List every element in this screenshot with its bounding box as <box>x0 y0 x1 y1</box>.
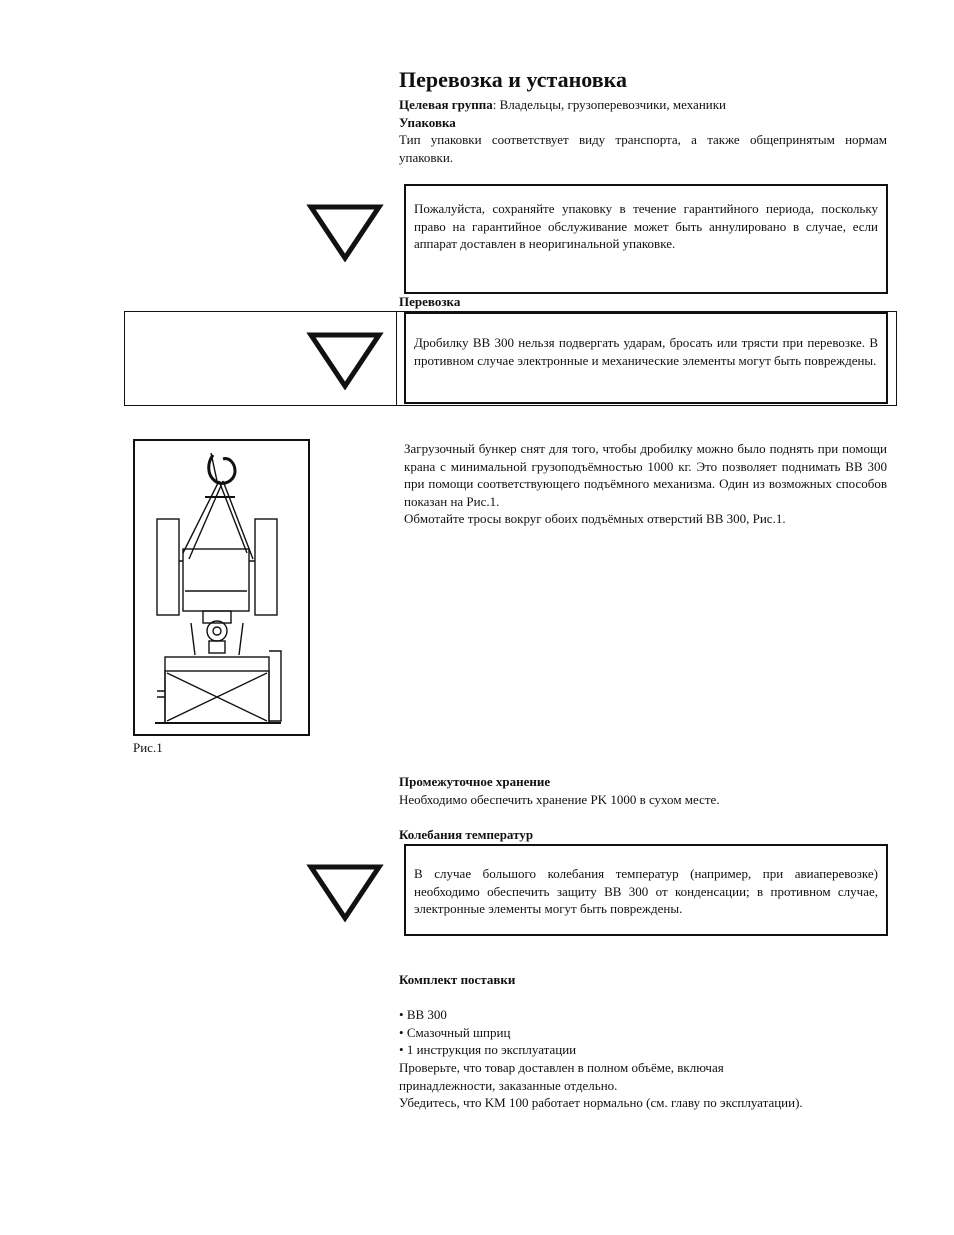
list-item: • 1 инструкция по эксплуатации <box>399 1041 576 1059</box>
delivery-heading: Комплект поставки <box>399 972 516 987</box>
target-group-label: Целевая группа <box>399 97 493 112</box>
warning-triangle-icon <box>306 330 384 390</box>
lifting-paragraph: Загрузочный бункер снят для того, чтобы дробилку можно было поднять при помощи крана с минимальной грузоподъёмностью 1000 кг. Это позволяет поднимать BB 300 при помощи соответствующего подъёмного механизма. Один из возможных способов показан на Рис.1. <box>404 441 887 509</box>
warning-triangle-icon <box>306 862 384 922</box>
delivery-check-note: Проверьте, что товар доставлен в полном объёме, включая принадлежности, заказанные отдельно. <box>399 1060 724 1093</box>
packaging-text: Тип упаковки соответствует виду транспорта, а также общепринятым нормам упаковки. <box>399 132 887 165</box>
temperature-heading: Колебания температур <box>399 827 534 842</box>
temperature-warning-text: В случае большого колебания температур (например, при авиаперевозке) необходимо обеспечить защиту BB 300 от конденсации; в противном случае, электронные элементы могут быть повреждены. <box>414 866 878 916</box>
packaging-warning-text: Пожалуйста, сохраняйте упаковку в течение гарантийного периода, поскольку право на гарантийное обслуживание может быть аннулировано в случае, если аппарат доставлен в неоригинальной упаковке. <box>414 201 878 251</box>
list-item: • Смазочный шприц <box>399 1024 576 1042</box>
figure-caption: Рис.1 <box>133 740 163 755</box>
list-item: • BB 300 <box>399 1006 576 1024</box>
storage-text: Необходимо обеспечить хранение PK 1000 в сухом месте. <box>399 792 720 807</box>
page-title: Перевозка и установка <box>399 67 627 92</box>
crusher-lifting-drawing <box>135 441 308 734</box>
packaging-heading: Упаковка <box>399 115 456 130</box>
warning-triangle-icon <box>306 202 384 262</box>
temperature-warning-box <box>404 844 888 936</box>
transport-heading: Перевозка <box>399 294 461 309</box>
frame-divider <box>396 311 397 406</box>
delivery-operation-note: Убедитесь, что KM 100 работает нормально (см. главу по эксплуатации). <box>399 1095 803 1110</box>
target-group-value: : Владельцы, грузоперевозчики, механики <box>492 97 727 112</box>
delivery-list <box>399 1006 576 1059</box>
target-group-line <box>399 96 889 114</box>
transport-warning-box <box>404 312 888 404</box>
storage-heading: Промежуточное хранение <box>399 774 551 789</box>
lifting-figure <box>133 439 310 736</box>
packaging-warning-box <box>404 184 888 294</box>
transport-warning-text: Дробилку BB 300 нельзя подвергать ударам, бросать или трясти при перевозке. В противном случае электронные и механические элементы могут быть повреждены. <box>414 335 878 368</box>
lifting-instruction: Обмотайте тросы вокруг обоих подъёмных отверстий BB 300, Рис.1. <box>404 511 786 526</box>
